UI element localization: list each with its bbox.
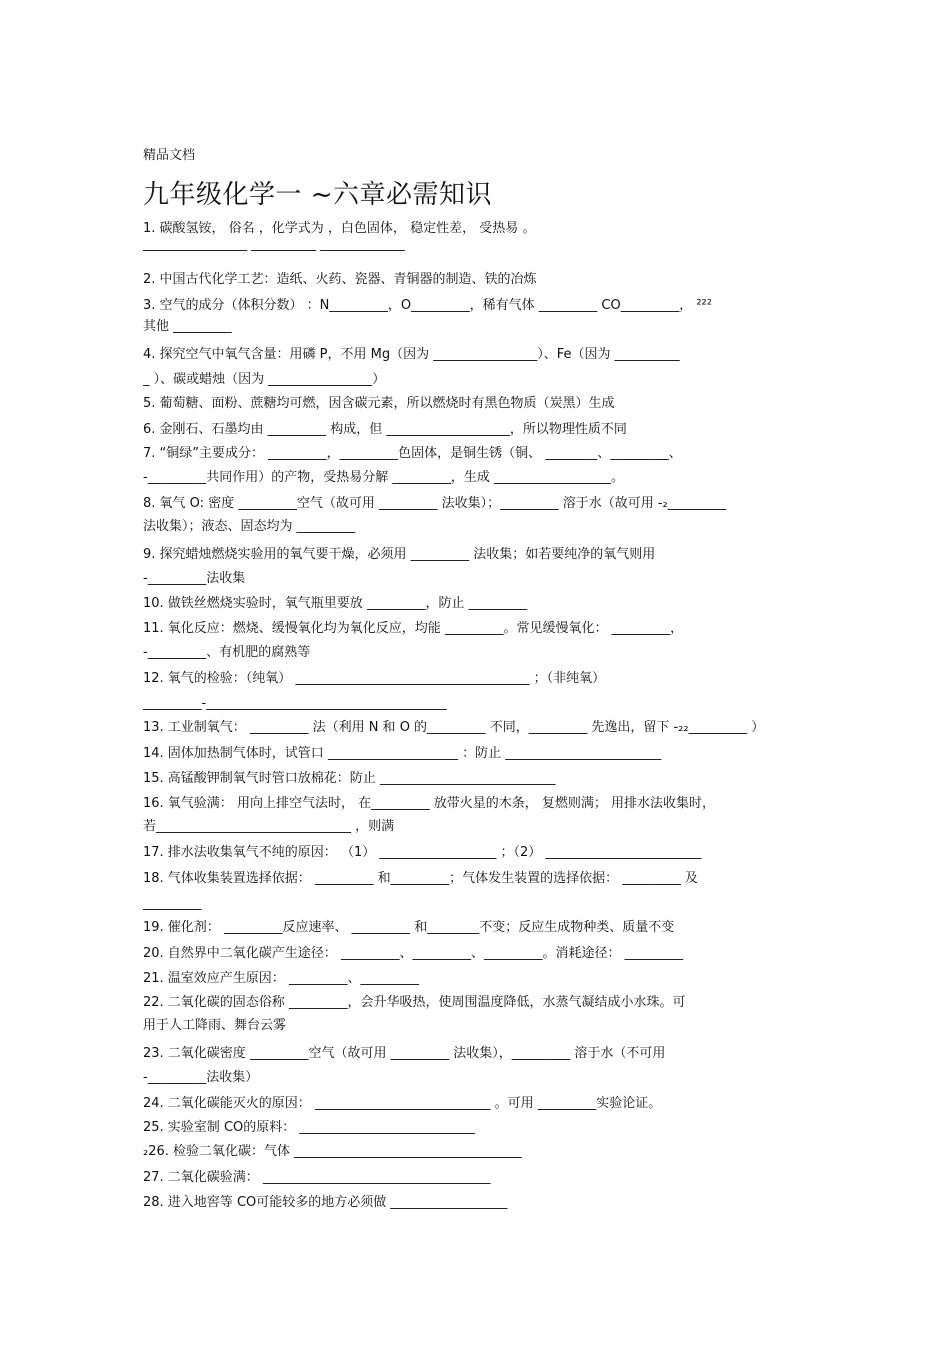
page-title: 九年级化学一 ~六章必需知识	[143, 180, 493, 210]
worksheet-line: _________	[143, 896, 202, 911]
worksheet-line: 11. 氧化反应：燃烧、缓慢氧化均为氧化反应，均能 _________。常见缓慢氧化： _________，	[143, 621, 684, 636]
worksheet-line: 6. 金刚石、石墨均由 _________ 构成，但 ___________________，所以物理性质不同	[143, 422, 627, 437]
worksheet-line: 22. 二氧化碳的固态俗称 _________，会升华吸热，使周围温度降低，水蒸气凝结成小水珠。可	[143, 995, 686, 1010]
worksheet-line: 14. 固体加热制气体时，试管口 ____________________ ：防止 ________________________	[143, 746, 662, 761]
worksheet-line: 25. 实验室制 CO的原料： ___________________________	[143, 1120, 475, 1135]
worksheet-line: -_________法收集	[143, 571, 246, 586]
worksheet-line: 20. 自然界中二氧化碳产生途径： _________、_________、_________。消耗途径： _________	[143, 946, 684, 961]
page-header: 精品文档	[143, 148, 196, 163]
worksheet-line: -_________、有机肥的腐熟等	[143, 645, 311, 660]
worksheet-line: -_________法收集）	[143, 1070, 259, 1085]
worksheet-line: 9. 探究蜡烛燃烧实验用的氧气要干燥，必须用 _________ 法收集；如若要纯净的氧气则用	[143, 547, 656, 562]
worksheet-line: 7. “铜绿”主要成分： _________，_________色固体，是铜生锈（铜、 ________、_________、	[143, 446, 682, 461]
worksheet-line: 27. 二氧化碳验满： ___________________________________	[143, 1170, 491, 1185]
worksheet-line: 法收集）；液态、固态均为 _________	[143, 519, 356, 534]
worksheet-line: _________-_____________________________________	[143, 696, 447, 711]
worksheet-line: 4. 探究空气中氧气含量：用磷 P，不用 Mg（因为 ________________）、Fe（因为 __________	[143, 347, 680, 362]
worksheet-line: 用于人工降雨、舞台云雾	[143, 1018, 287, 1033]
worksheet-line: 12. 氧气的检验：（纯氧） ____________________________________ ；（非纯氧）	[143, 671, 606, 686]
worksheet-line: ________________ __________ _____________	[143, 237, 405, 252]
worksheet-line: 5. 葡萄糖、面粉、蔗糖均可燃，因含碳元素，所以燃烧时有黑色物质（炭黑）生成	[143, 396, 615, 411]
worksheet-line: 若______________________________ ，则满	[143, 819, 395, 834]
worksheet-line: 18. 气体收集装置选择依据： _________ 和_________；气体发生装置的选择依据： _________ 及	[143, 871, 698, 886]
worksheet-line: 3. 空气的成分（体积分数） ：N_________，O_________，稀有气体 _________ CO_________， ²²²	[143, 298, 712, 313]
worksheet-line: 16. 氧气验满： 用向上排空气法时， 在_________ 放带火星的木条， 复燃则满； 用排水法收集时，	[143, 796, 715, 811]
worksheet-line: 1. 碳酸氢铵， 俗名 ，化学式为 ，白色固体， 稳定性差， 受热易 。	[143, 221, 536, 236]
worksheet-line: 23. 二氧化碳密度 _________空气（故可用 _________ 法收集），_________ 溶于水（不可用	[143, 1046, 666, 1061]
worksheet-line: 10. 做铁丝燃烧实验时，氧气瓶里要放 _________，防止 _________	[143, 596, 528, 611]
worksheet-line: 24. 二氧化碳能灭火的原因： ___________________________ 。可用 _________实验论证。	[143, 1096, 662, 1111]
worksheet-line: _ ）、碳或蜡烛（因为 ________________）	[143, 372, 386, 387]
worksheet-line: -_________共同作用）的产物，受热易分解 _________，生成 __________________。	[143, 470, 624, 485]
worksheet-line: 21. 温室效应产生原因： _________、_________	[143, 971, 419, 986]
worksheet-line: 15. 高锰酸钾制氧气时管口放棉花：防止 ___________________________	[143, 771, 556, 786]
worksheet-line: 8. 氧气 O: 密度 _________空气（故可用 _________ 法收集）；_________ 溶于水（故可用 -₂_________	[143, 496, 727, 511]
worksheet-line: 19. 催化剂： _________反应速率、 _________ 和________不变；反应生成物种类、质量不变	[143, 920, 675, 935]
worksheet-line: 17. 排水法收集氧气不纯的原因： （1） __________________ ；（2） ________________________	[143, 845, 702, 860]
worksheet-line: 13. 工业制氧气： _________ 法（利用 N 和 O 的_________ 不同，_________ 先逸出，留下 -₂₂_________ ）	[143, 720, 765, 735]
worksheet-line: 28. 进入地窖等 CO可能较多的地方必须做 __________________	[143, 1195, 508, 1210]
worksheet-line: ₂26. 检验二氧化碳：气体 ___________________________________	[143, 1144, 522, 1159]
worksheet-line: 其他 _________	[143, 319, 232, 334]
worksheet-line: 2. 中国古代化学工艺：造纸、火药、瓷器、青铜器的制造、铁的冶炼	[143, 272, 537, 287]
